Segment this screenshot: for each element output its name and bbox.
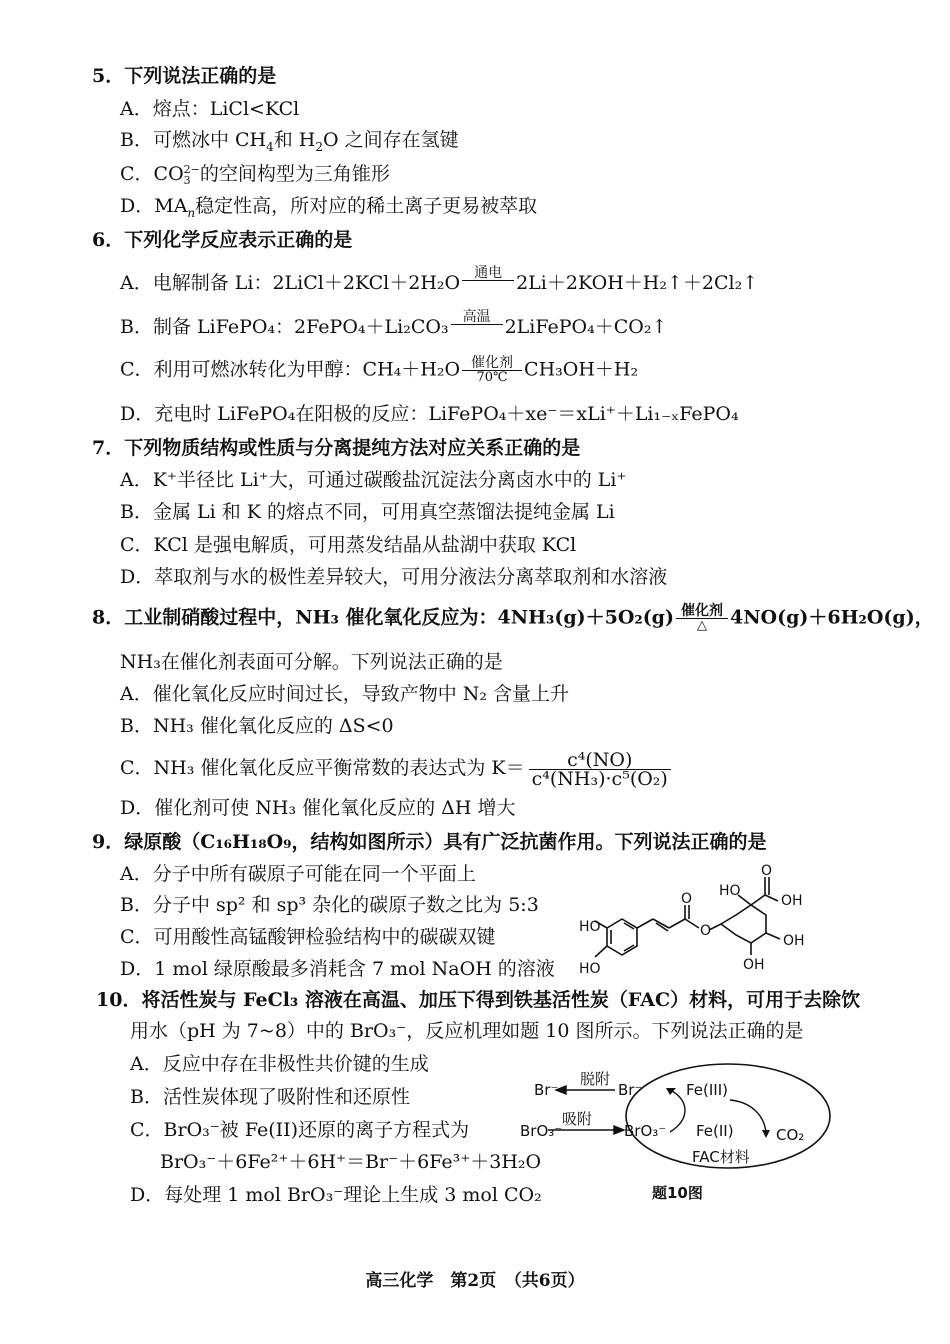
- chlorogenic-acid-structure: [575, 855, 815, 980]
- q10-stem-2: 用水（pH 为 7~8）中的 BrO₃⁻，反应机理如题 10 图所示。下列说法正确的是: [130, 1020, 804, 1042]
- struct-oh-bottom: OH: [743, 957, 765, 973]
- struct-ho-bottom: HO: [579, 961, 601, 977]
- fig-caption: 题10图: [652, 1184, 703, 1202]
- fig-fe3: Fe(III): [686, 1081, 729, 1099]
- struct-ho-top: HO: [579, 919, 601, 935]
- fig-bro3-inside: BrO₃⁻: [624, 1122, 667, 1140]
- q5-option-d: D．$MA_n$稳定性高，所对应的稀土离子更易被萃取: [120, 195, 538, 220]
- q8-option-a: A．催化氧化反应时间过长，导致产物中 N₂ 含量上升: [120, 683, 570, 705]
- fig-fac-label: FAC材料: [692, 1148, 750, 1166]
- q10-option-c-equation: BrO₃⁻＋6Fe²⁺＋6H⁺＝Br⁻＋6Fe³⁺＋3H₂O: [160, 1151, 542, 1173]
- q8-option-b: B．NH₃ 催化氧化反应的 ΔS<0: [120, 715, 394, 737]
- figure-10-mechanism: [520, 1060, 840, 1210]
- q9-option-a: A．分子中所有碳原子可能在同一个平面上: [120, 863, 476, 885]
- k-fraction: $\frac{\text{c⁴(NO)}}{\text{c⁴(NH₃)·c⁵(O₂)}}$: [529, 751, 671, 788]
- q7-option-b: B．金属 Li 和 K 的熔点不同，可用真空蒸馏法提纯金属 Li: [120, 501, 615, 523]
- struct-o-carbonyl: O: [681, 891, 693, 907]
- q6-stem: 6．下列化学反应表示正确的是: [92, 229, 353, 251]
- struct-oh-right: OH: [783, 933, 805, 949]
- fig-co2: CO₂: [776, 1126, 805, 1144]
- q8-option-d: D．催化剂可使 NH₃ 催化氧化反应的 ΔH 增大: [120, 797, 516, 819]
- q7-option-a: A．K⁺半径比 Li⁺大，可通过碳酸盐沉淀法分离卤水中的 Li⁺: [120, 469, 627, 491]
- q7-option-c: C．KCl 是强电解质，可用蒸发结晶从盐湖中获取 KCl: [120, 534, 577, 556]
- fig-br-outside: Br⁻: [534, 1081, 559, 1099]
- q5-option-c: C．CO 2− 3 的空间构型为三角锥形: [120, 163, 390, 187]
- fig-fe2: Fe(II): [696, 1122, 734, 1140]
- q6-option-c: C．利用可燃冰转化为甲醇：CH₄＋H₂O 催化剂 70℃ CH₃OH＋H₂: [120, 355, 639, 385]
- q10-stem: 10．将活性炭与 FeCl₃ 溶液在高温、加压下得到铁基活性炭（FAC）材料，可用于去除饮: [96, 989, 861, 1011]
- q8-stem: 8．工业制硝酸过程中，NH₃ 催化氧化反应为：4NH₃(g)＋5O₂(g) 催化剂 △ 4NO(g)＋6H₂O(g)，: [92, 603, 934, 633]
- q6-option-a: A．电解制备 Li：2LiCl＋2KCl＋2H₂O 通电 2Li＋2KOH＋H₂↑＋2Cl₂↑: [120, 265, 759, 294]
- q9-option-d: D．1 mol 绿原酸最多消耗含 7 mol NaOH 的溶液: [120, 958, 555, 980]
- q10-option-c: C．BrO₃⁻被 Fe(II)还原的离子方程式为: [130, 1119, 470, 1141]
- q6-option-b: B．制备 LiFePO₄：2FePO₄＋Li₂CO₃ 高温 2LiFePO₄＋CO₂↑: [120, 309, 668, 338]
- q10-option-d: D．每处理 1 mol BrO₃⁻理论上生成 3 mol CO₂: [130, 1184, 542, 1206]
- struct-ho-ring: HO: [719, 883, 741, 899]
- fig-desorb-label: 脱附: [580, 1070, 611, 1088]
- fig-bro3-outside: BrO₃⁻: [520, 1122, 563, 1140]
- page-footer: 高三化学 第2页 （共6页）: [365, 1271, 585, 1291]
- q8-option-c: C．NH₃ 催化氧化反应平衡常数的表达式为 K＝ $\frac{\text{c⁴(NO)}}{\text{c⁴(NH₃)·c⁵(O₂)}}$: [120, 748, 675, 788]
- struct-o-acid: O: [761, 863, 773, 879]
- q9-stem: 9．绿原酸（C₁₆H₁₈O₉，结构如图所示）具有广泛抗菌作用。下列说法正确的是: [92, 831, 767, 853]
- struct-oh-acid: OH: [781, 893, 803, 909]
- q6-option-d: D．充电时 LiFePO₄在阳极的反应：LiFePO₄＋xe⁻＝xLi⁺＋Li₁₋ₓFePO₄: [120, 403, 739, 425]
- fig-adsorb-label: 吸附: [562, 1110, 593, 1128]
- q5-option-a: A．熔点：LiCl<KCl: [120, 98, 300, 120]
- q9-option-b: B．分子中 sp² 和 sp³ 杂化的碳原子数之比为 5:3: [120, 894, 539, 916]
- q10-option-a: A．反应中存在非极性共价键的生成: [130, 1053, 429, 1075]
- q10-option-b: B．活性炭体现了吸附性和还原性: [130, 1086, 410, 1108]
- q8-stem-2: NH₃在催化剂表面可分解。下列说法正确的是: [120, 651, 503, 673]
- q7-stem: 7．下列物质结构或性质与分离提纯方法对应关系正确的是: [92, 437, 581, 459]
- q7-option-d: D．萃取剂与水的极性差异较大，可用分液法分离萃取剂和水溶液: [120, 566, 668, 588]
- q9-option-c: C．可用酸性高锰酸钾检验结构中的碳碳双键: [120, 926, 496, 948]
- q5-stem: 5．下列说法正确的是: [92, 65, 277, 87]
- struct-o-ester: O: [700, 923, 712, 939]
- q5-option-b: B．可燃冰中 $CH_4$和 $H_2O$ 之间存在氢键: [120, 129, 459, 154]
- fig-br-inside: Br⁻: [618, 1081, 643, 1099]
